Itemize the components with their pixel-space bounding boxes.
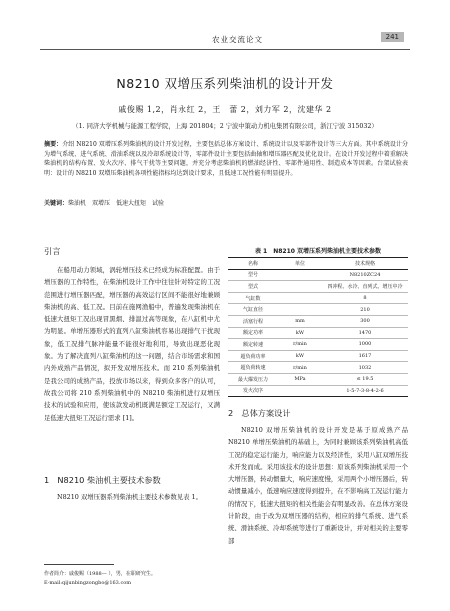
table-cell-unit xyxy=(278,304,322,316)
table-header-unit: 单位 xyxy=(278,258,322,270)
table-cell-name: 活塞行程 xyxy=(228,315,278,327)
keywords-label: 关键词： xyxy=(44,200,69,207)
footnote xyxy=(44,570,219,588)
running-title: 农业交流论文 xyxy=(212,35,263,44)
table-cell-name: 额定转速 xyxy=(228,339,278,351)
table-cell-spec: 1617 xyxy=(322,350,408,362)
table-row xyxy=(228,281,408,293)
abstract xyxy=(44,140,408,178)
table-row xyxy=(228,362,408,374)
table-row xyxy=(228,350,408,362)
table-cell-spec: 300 xyxy=(322,315,408,327)
keywords xyxy=(44,198,408,207)
author-list: 戚俊赐 1,2，肖永红 2，王 蕾 2，刘力军 2，沈建华 2 xyxy=(118,105,332,114)
table-cell-name: 发火次序 xyxy=(228,385,278,397)
table-cell-name: 最大爆发压力 xyxy=(228,373,278,385)
table-cell-unit xyxy=(278,385,322,397)
table-header-row xyxy=(228,258,408,270)
table-cell-name: 型号 xyxy=(228,269,278,281)
table-cell-spec: 210 xyxy=(322,304,408,316)
table-cell-name: 超负荷转速 xyxy=(228,362,278,374)
table-row xyxy=(228,315,408,327)
table-cell-unit xyxy=(278,292,322,304)
table-cell-unit: mm xyxy=(278,315,322,327)
table-cell-spec: 1032 xyxy=(322,362,408,374)
header-divider xyxy=(40,49,410,50)
table-cell-name: 气缸直径 xyxy=(228,304,278,316)
table-row xyxy=(228,269,408,281)
author-email: E-mail:qijunbingzongbo@163.com xyxy=(44,580,132,586)
abstract-label: 摘要： xyxy=(44,141,63,148)
table-cell-unit: kW xyxy=(278,327,322,339)
table-row xyxy=(228,385,408,397)
table-header-spec: 技术规格 xyxy=(322,258,408,270)
table-cell-spec: ≤ 19.5 xyxy=(322,373,408,385)
table-header-name: 名称 xyxy=(228,258,278,270)
table-cell-spec: 1-5-7-3-8-4-2-6 xyxy=(322,385,408,397)
table-cell-spec: 1000 xyxy=(322,339,408,351)
table-cell-unit: MPa xyxy=(278,373,322,385)
table-row xyxy=(228,304,408,316)
table-row xyxy=(228,327,408,339)
table-cell-unit xyxy=(278,269,322,281)
table-body xyxy=(228,269,408,397)
running-header xyxy=(0,34,450,46)
intro-paragraph: 在船用动力领域，涡轮增压技术已经成为标准配置。由于增压器的工作特性，在柴油机设计工作中往往针对特定的工况范围进行增压器匹配，增压器的高效运行区间不能很好地兼顾柴油机的高、低工况。目前在施网渔船中，普遍发现柴油机在低速大扭矩工况出现冒黑烟、排温过高等现象，在八缸机中尤为明显。单增压器形式的直列八缸柴油机容易出现排气干扰现象，低工况排气脉冲能量不能很好地利用，导致出现恶化现象。为了解决直列八缸柴油机的这一问题，结合市场需求和国内外成熟产品情况，拟开发双增压技术。而 210 系列柴油机是我公司的成熟产品，投放市场以来，得到众多客户的认可，故我公司将 210 系列柴油机中的 N8210 柴油机进行双增压技术的试验和应用，使该款发动机既满足额定工况运行，又满足低速大扭矩工况运行需求 [1]。 xyxy=(44,266,220,422)
table-cell-unit xyxy=(278,281,322,293)
table-cell-unit: r/min xyxy=(278,339,322,351)
section1-paragraph: N8210 双增压器系列柴油机主要技术参数见表 1。 xyxy=(57,493,203,501)
page-number: 241 xyxy=(381,32,404,42)
section1-heading: 1 N8210 柴油机主要技术参数 xyxy=(44,475,161,485)
author-info: 作者简介：戚俊赐（1988— ），男，在职研究生。 xyxy=(44,571,156,577)
section2-paragraph: N8210 双增压柴油机的设计开发是基于原成熟产品 N8210 单增压柴油机的基础上，为同时兼顾该系列柴油机高低工况的稳定运行能力，响应能力以及经济性，采用八缸双增压技术开发而成。采用该技术的设计思想：原该系列柴油机采用一个大增压器，转动惯量大，响应速度慢，采用两个小增压器后，转动惯量减小，低速响应速度得到提升，在不影响高工况运行能力的情况下，低速大扭矩的相关性能会有明显改善。在总体方案设计阶段，由于改为双增压器的结构，相应的排气系统、进气系统、滑油系统、冷却系统等进行了重新设计，并对相关的主要零部 xyxy=(228,426,408,545)
section2-heading: 2 总体方案设计 xyxy=(228,408,291,418)
table-cell-name: 型式 xyxy=(228,281,278,293)
table-cell-name: 气缸数 xyxy=(228,292,278,304)
keywords-text: 柴油机 双增压 低速大扭矩 试验 xyxy=(68,200,165,207)
table-cell-name: 额定功率 xyxy=(228,327,278,339)
table-cell-name: 超负荷功率 xyxy=(228,350,278,362)
intro-heading: 引言 xyxy=(44,246,61,256)
table-row xyxy=(228,339,408,351)
table-cell-spec: 1470 xyxy=(322,327,408,339)
spec-table xyxy=(228,257,408,397)
abstract-text: 介绍 N8210 双增压系列柴油机的设计开发过程，主要包括总体方案设计、系统设计以及零部件设计等三大方面。其中系统设计分为增气系统、进气系统、滑油系统以及冷却系统设计等，零部件设计主要包括曲轴和增压器匹配及优化设计。在设计开发过程中着重解决柴油机的结构布置、发火次序、排气干扰等主要问题，并充分考虑柴油机的燃油经济性、零部件通用性、制造成本等因素。台架试验表明：设计的 N8210 双增压柴油机各项性能指标均达到设计要求，且低速工况性能有明显提升。 xyxy=(44,141,408,177)
table-row xyxy=(228,373,408,385)
table-cell-unit: r/min xyxy=(278,362,322,374)
table-row xyxy=(228,292,408,304)
table-cell-spec: N8210ZC24 xyxy=(322,269,408,281)
table-cell-unit: kW xyxy=(278,350,322,362)
article-title: N8210 双增压系列柴油机的设计开发 xyxy=(116,76,334,91)
affiliations: （1. 同济大学机械与能源工程学院，上海 201804；2 宁波中策动力机电集团有限公司，浙江宁波 315032） xyxy=(72,123,378,130)
footnote-divider xyxy=(44,564,114,565)
table-cell-spec: 四冲程、水冷、直列式、增压中冷 xyxy=(322,281,408,293)
table-caption: 表 1 N8210 双增压系列柴油机主要技术参数 xyxy=(254,248,382,255)
table-cell-spec: 8 xyxy=(322,292,408,304)
